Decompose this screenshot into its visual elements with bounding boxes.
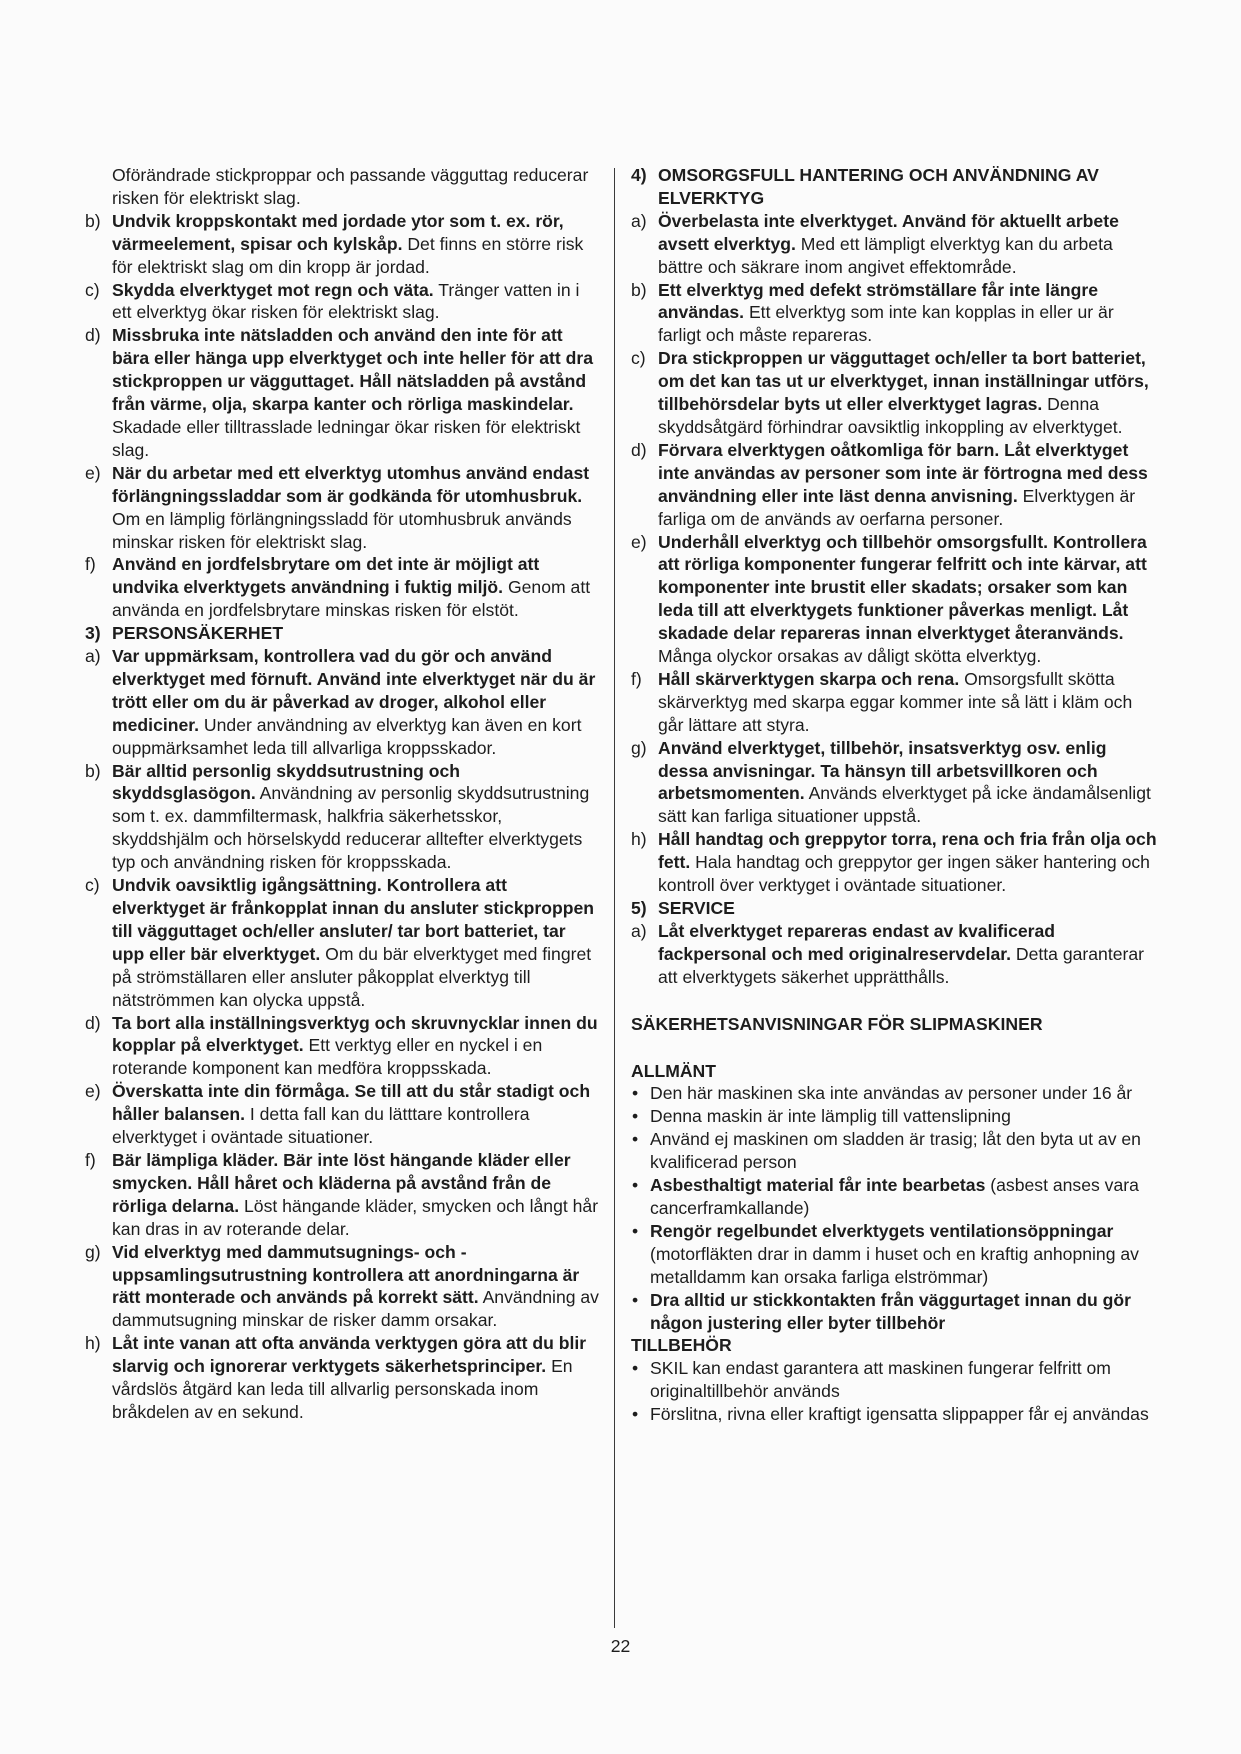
item-text: Med ett lämpligt elverktyg kan du arbeta bättre och säkrare inom angivet effektområde. (658, 233, 1113, 277)
list-item (85, 1241, 601, 1333)
service-list (631, 920, 1157, 989)
list-item (85, 1332, 601, 1424)
bullet-text: Denna maskin är inte lämplig till vattenslipning (650, 1106, 1011, 1127)
item-text: Elverktygen är farliga om de används av oerfarna personer. (658, 485, 1136, 529)
item-body (112, 645, 601, 760)
item-text: Ett elverktyg som inte kan kopplas in eller ur är farligt och måste repareras. (658, 302, 1114, 346)
intro-text: Oförändrade stickproppar och passande vägguttag reducerar risken för elektriskt slag. (112, 165, 589, 208)
section-number: 3) (85, 623, 101, 644)
item-emphasis: Låt inte vanan att ofta använda verktygen göra att du blir slarvig och ignorerar verktygets säkerhetsprinciper. (112, 1333, 587, 1377)
bullet-icon: • (632, 1289, 639, 1310)
list-item (85, 1012, 601, 1081)
bullet-item (631, 1403, 1157, 1426)
list-item (631, 210, 1157, 279)
item-body (112, 279, 601, 325)
bullet-icon: • (632, 1358, 639, 1379)
item-label: b) (85, 760, 101, 781)
bullet-icon: • (632, 1129, 639, 1150)
bullet-body (650, 1357, 1157, 1403)
item-emphasis: När du arbetar med ett elverktyg utomhus använd endast förlängningssladdar som är godkända för utomhusbruk. (112, 462, 590, 506)
list-item (631, 828, 1157, 897)
bullet-body (650, 1082, 1132, 1105)
item-text: En vårdslös åtgärd kan leda till allvarlig personskada inom bråkdelen av en sekund. (112, 1356, 573, 1422)
section-title: SERVICE (658, 898, 735, 918)
item-text: Många olyckor orsakas av dåligt skötta elverktyg. (658, 646, 1042, 667)
item-body (112, 1241, 601, 1333)
item-label: b) (85, 210, 101, 231)
item-body (658, 279, 1157, 348)
list-item (631, 439, 1157, 531)
item-label: b) (631, 279, 647, 300)
list-item (631, 668, 1157, 737)
section-number: 5) (631, 898, 647, 918)
item-text: Omsorgsfullt skötta skärverktyg med skarpa eggar kommer inte så lätt i kläm och går lättare att styra. (658, 668, 1133, 735)
item-emphasis: Överbelasta inte elverktyget. Använd för aktuellt arbete avsett elverktyg. (658, 210, 1119, 254)
right-column (631, 164, 1157, 1426)
bullet-text: Använd ej maskinen om sladden är trasig; låt den byta ut av en kvalificerad person (650, 1129, 1141, 1173)
item-label: f) (85, 1149, 96, 1170)
bullet-body (650, 1289, 1157, 1335)
item-text: Tränger vatten in i ett elverktyg ökar risken för elektriskt slag. (112, 279, 580, 323)
item-text: Om du bär elverktyget med fingret på strömställaren eller ansluter påkopplat elverktyg till nätströmmen kan olycka uppstå. (112, 943, 592, 1010)
bullet-text: SKIL kan endast garantera att maskinen fungerar felfritt om originaltillbehör används (650, 1358, 1111, 1402)
item-body (658, 828, 1157, 897)
item-text: Denna skyddsåtgärd förhindrar oavsiktlig inkoppling av elverktyget. (658, 394, 1123, 437)
item-emphasis: Underhåll elverktyg och tillbehör omsorgsfullt. Kontrollera att rörliga komponenter fungerar felfritt och inte kärvar, att komponenter inte brustit eller skadats; orsaker som kan leda till att elverktygets funktioner påverkas menligt. Låt skadade delar repareras innan elverktyget återanvänds. (658, 531, 1147, 644)
item-label: h) (631, 829, 647, 850)
bullet-body (650, 1128, 1157, 1174)
item-label: f) (85, 554, 96, 575)
list-item (85, 874, 601, 1011)
item-emphasis: Undvik oavsiktlig igångsättning. Kontrollera att elverktyget är frånkopplat innan du ansluter stickproppen till vägguttaget och/eller ansluter/ tar bort batteriet, tar upp eller bär elverktyget. (112, 875, 594, 964)
item-body (112, 1012, 601, 1081)
item-emphasis: Skydda elverktyget mot regn och väta. (112, 279, 434, 300)
tool-use-list (631, 210, 1157, 897)
bullet-item (631, 1174, 1157, 1220)
item-label: a) (85, 646, 101, 667)
item-body (658, 920, 1157, 989)
list-item (631, 737, 1157, 829)
item-label: c) (85, 875, 100, 896)
list-item (85, 210, 601, 279)
list-item (85, 462, 601, 554)
item-label: a) (631, 920, 647, 941)
list-item (85, 645, 601, 760)
item-body (658, 668, 1157, 737)
list-item (631, 920, 1157, 989)
item-label: c) (85, 279, 100, 300)
section-title: PERSONSÄKERHET (112, 623, 284, 644)
bullet-item (631, 1357, 1157, 1403)
item-emphasis: Förvara elverktygen oåtkomliga för barn. Låt elverktyget inte användas av personer som inte är förtrogna med dess användning eller inte läst denna anvisning. (658, 439, 1148, 506)
item-emphasis: Bär alltid personlig skyddsutrustning och skyddsglasögon. (112, 760, 461, 804)
bullet-item (631, 1289, 1157, 1335)
item-label: d) (631, 439, 647, 460)
item-emphasis: Låt elverktyget repareras endast av kvalificerad fackpersonal och med originalreservdelar. (658, 920, 1056, 964)
heading-general: ALLMÄNT (631, 1060, 717, 1081)
bullet-text: (asbest anses vara cancerframkallande) (650, 1175, 1139, 1218)
item-label: e) (85, 462, 101, 483)
item-emphasis: Vid elverktyg med dammutsugnings- och -uppsamlingsutrustning kontrollera att anordningarna är rätt monterade och används på korrekt sätt. (112, 1241, 580, 1308)
item-label: a) (631, 210, 647, 231)
list-item (85, 279, 601, 325)
bullet-body (650, 1403, 1149, 1426)
item-text: Genom att använda en jordfelsbrytare minskas risken för elstöt. (112, 577, 591, 621)
bullet-body (650, 1220, 1157, 1289)
list-item (85, 324, 601, 461)
item-body (112, 210, 601, 279)
personal-safety-list (85, 645, 601, 1424)
item-text: Detta garanterar att elverktygets säkerhet upprätthålls. (658, 943, 1145, 987)
item-emphasis: Missbruka inte nätsladden och använd den inte för att bära eller hänga upp elverktyget och inte heller för att dra stickproppen ur vägguttaget. Håll nätsladden på avstånd från värme, olja, skarpa kanter och rörliga maskindelar. (112, 325, 594, 415)
general-bullet-list (631, 1082, 1157, 1334)
list-item (631, 531, 1157, 668)
list-item (631, 279, 1157, 348)
bullet-emphasis: Dra alltid ur stickkontakten från väggurtaget innan du gör någon justering eller byter tillbehör (650, 1289, 1131, 1333)
bullet-text: (motorfläkten drar in damm i huset och en kraftig anhopning av metalldamm kan orsaka farliga elströmmar) (650, 1243, 1139, 1287)
item-label: e) (631, 531, 647, 552)
item-emphasis: Dra stickproppen ur vägguttaget och/eller ta bort batteriet, om det kan tas ut ur elverktyget, innan inställningar utförs, tillbehörsdelar byts ut eller elverktyget lagras. (658, 348, 1149, 415)
heading-grinder-safety: SÄKERHETSANVISNINGAR FÖR SLIPMASKINER (631, 1013, 1043, 1034)
bullet-text: Den här maskinen ska inte användas av personer under 16 år (650, 1083, 1133, 1104)
bullet-text: Förslitna, rivna eller kraftigt igensatta slippapper får ej användas (650, 1404, 1149, 1425)
heading-accessories: TILLBEHÖR (631, 1335, 732, 1356)
item-text: Användning av dammutsugning minskar de risker damm orsakar. (112, 1287, 599, 1331)
item-text: Hala handtag och greppytor ger ingen säker hantering och kontroll över verktyget i oväntade situationer. (658, 852, 1150, 896)
section-heading-tool-use (631, 164, 1157, 210)
item-label: d) (85, 325, 101, 346)
section-number: 4) (631, 165, 647, 185)
bullet-icon: • (632, 1106, 639, 1127)
item-body (658, 347, 1157, 439)
bullet-icon: • (632, 1083, 639, 1104)
item-emphasis: Håll skärverktygen skarpa och rena. (658, 668, 960, 689)
section-heading-personal-safety (85, 622, 601, 645)
page-number: 22 (610, 1636, 631, 1656)
item-body (112, 760, 601, 875)
accessories-bullet-list (631, 1357, 1157, 1426)
electrical-safety-list (85, 210, 601, 622)
item-emphasis: Överskatta inte din förmåga. Se till att du står stadigt och håller balansen. (112, 1081, 591, 1125)
item-body (112, 1332, 601, 1424)
item-text: I detta fall kan du lätttare kontrollera elverktyget i oväntade situationer. (112, 1104, 530, 1148)
bullet-item (631, 1082, 1157, 1105)
item-body (112, 1149, 601, 1241)
list-item (85, 1149, 601, 1241)
list-item (85, 760, 601, 875)
list-item (85, 1080, 601, 1149)
list-item (631, 347, 1157, 439)
item-label: h) (85, 1333, 101, 1354)
item-text: Under användning av elverktyg kan även en kort ouppmärksamhet leda till allvarliga kroppsskador. (112, 714, 582, 758)
bullet-item (631, 1105, 1157, 1128)
item-body (112, 324, 601, 461)
bullet-item (631, 1128, 1157, 1174)
item-emphasis: Var uppmärksam, kontrollera vad du gör och använd elverktyget med förnuft. Använd inte elverktyget när du är trött eller om du är påverkad av droger, alkohol eller mediciner. (112, 646, 596, 735)
item-label: g) (631, 737, 647, 758)
item-body (658, 531, 1157, 668)
item-emphasis: Ta bort alla inställningsverktyg och skruvnycklar innen du kopplar på elverktyget. (112, 1012, 598, 1056)
bullet-emphasis: Asbesthaltigt material får inte bearbetas (650, 1175, 986, 1196)
bullet-emphasis: Rengör regelbundet elverktygets ventilationsöppningar (650, 1220, 1114, 1241)
section-heading-service (631, 897, 1157, 920)
item-label: f) (631, 668, 642, 689)
item-label: c) (631, 348, 646, 369)
item-emphasis: Undvik kroppskontakt med jordade ytor som t. ex. rör, värmeelement, spisar och kylskåp. (112, 210, 564, 254)
list-item (85, 553, 601, 622)
item-label: g) (85, 1241, 101, 1262)
item-text: Löst hängande kläder, smycken och långt hår kan dras in av roterande delar. (112, 1195, 599, 1239)
item-body (658, 439, 1157, 531)
item-emphasis: Håll handtag och greppytor torra, rena och fria från olja och fett. (658, 829, 1157, 873)
item-text: Det finns en större risk för elektriskt slag om din kropp är jordad. (112, 233, 584, 277)
item-emphasis: Använd en jordfelsbrytare om det inte är möjligt att undvika elverktygets användning i fuktig miljö. (112, 554, 540, 598)
item-text: Om en lämplig förlängningssladd för utomhusbruk används minskar risken för elektriskt slag. (112, 508, 572, 552)
item-body (112, 1080, 601, 1149)
section-title: OMSORGSFULL HANTERING OCH ANVÄNDNING AV ELVERKTYG (658, 165, 1099, 208)
item-text: Skadade eller tilltrasslade ledningar ökar risken för elektriskt slag. (112, 416, 581, 460)
bullet-icon: • (632, 1404, 639, 1425)
item-label: e) (85, 1081, 101, 1102)
bullet-icon: • (632, 1175, 639, 1196)
bullet-body (650, 1105, 1011, 1128)
item-body (658, 210, 1157, 279)
item-body (658, 737, 1157, 829)
item-text: Ett verktyg eller en nyckel i en roterande komponent kan medföra kroppsskada. (112, 1035, 543, 1079)
bullet-item (631, 1220, 1157, 1289)
item-emphasis: Ett elverktyg med defekt strömställare får inte längre användas. (658, 279, 1098, 323)
item-body (112, 874, 601, 1011)
item-text: Används elverktyget på icke ändamålsenligt sätt kan farliga situationer uppstå. (658, 783, 1151, 827)
item-body (112, 462, 601, 554)
item-emphasis: Bär lämpliga kläder. Bär inte löst hängande kläder eller smycken. Håll håret och kläderna på avstånd från de rörliga delarna. (112, 1149, 571, 1216)
item-body (112, 553, 601, 622)
item-text: Användning av personlig skyddsutrustning som t. ex. dammfiltermask, halkfria säkerhetsskor, skyddshjälm och hörselskydd reducerar alltefter elverktygets typ och användning risken för kroppsskada. (112, 783, 590, 873)
left-column (85, 164, 601, 1424)
column-divider (614, 168, 615, 1628)
bullet-icon: • (632, 1220, 639, 1241)
item-emphasis: Använd elverktyget, tillbehör, insatsverktyg osv. enlig dessa anvisningar. Ta hänsyn till arbetsvillkoren och arbetsmomenten. (658, 737, 1107, 804)
item-label: d) (85, 1012, 101, 1033)
bullet-body (650, 1174, 1157, 1220)
